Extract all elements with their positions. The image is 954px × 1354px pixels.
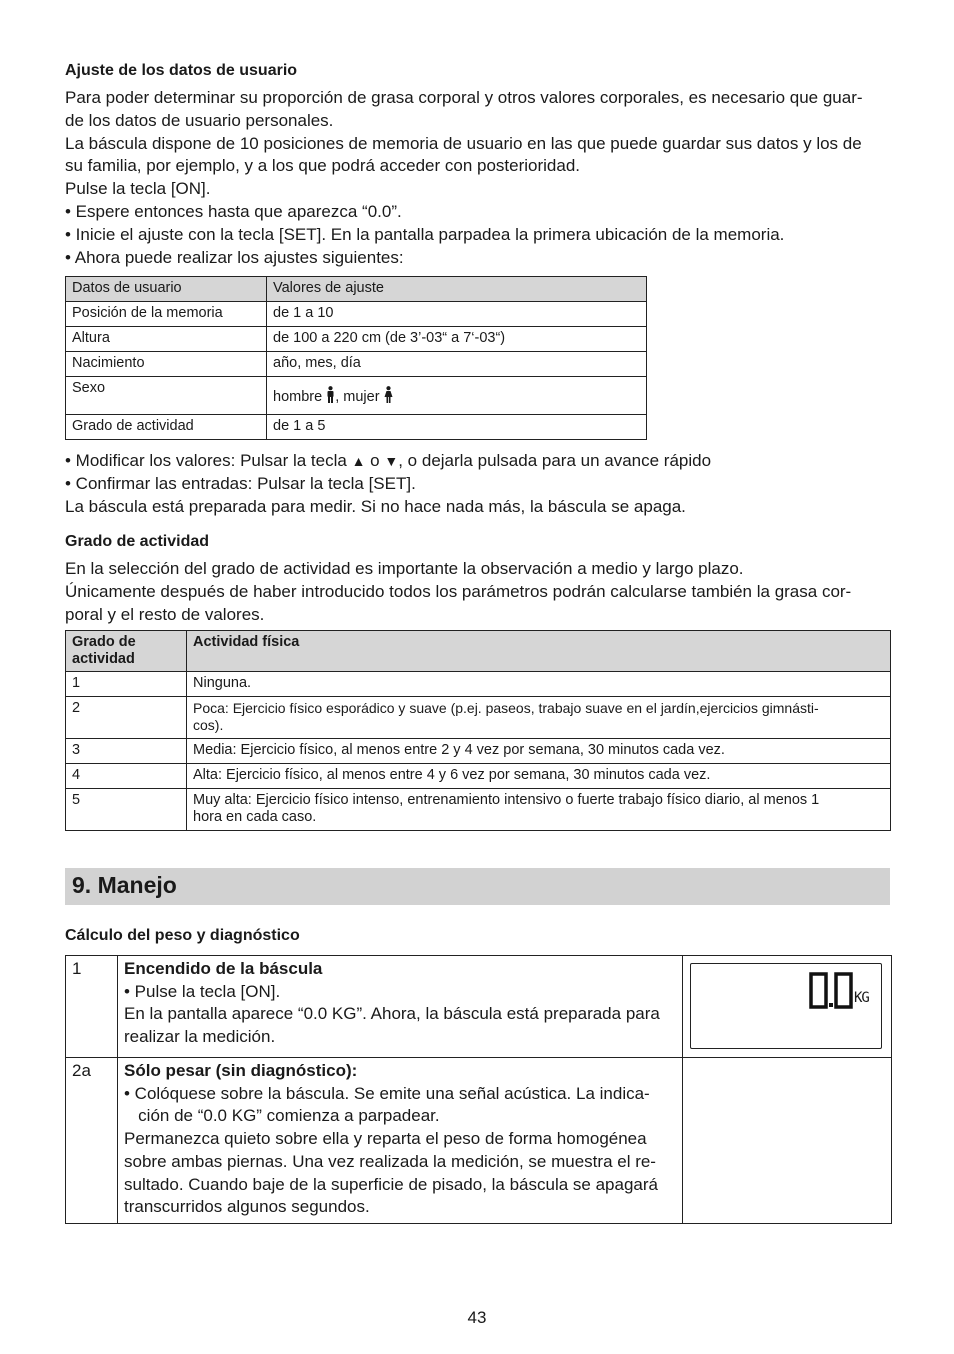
table-cell: Posición de la memoria — [66, 302, 267, 327]
table-row — [66, 327, 647, 352]
text-line: realizar la medición. — [124, 1027, 276, 1047]
table-cell: 2 — [66, 697, 187, 739]
section-heading-bar — [65, 868, 890, 905]
page-number: 43 — [467, 1308, 487, 1327]
text-line: Para poder determinar su proporción de grasa corporal y otros valores corporales, es necesario que guar- — [65, 88, 863, 107]
text-line: • Ahora puede realizar los ajustes siguientes: — [65, 247, 404, 267]
table-cell: 3 — [66, 739, 187, 764]
step-number: 1 — [66, 956, 118, 1058]
text-line: transcurridos algunos segundos. — [124, 1197, 370, 1217]
table-header-cell: Actividad física — [187, 631, 891, 672]
step-row — [66, 1058, 892, 1224]
text-line: • Pulse la tecla [ON]. — [124, 981, 281, 1001]
table-header-row — [66, 277, 647, 302]
table-cell: Alta: Ejercicio físico, al menos entre 4 y 6 vez por semana, 30 minutos cada vez. — [187, 764, 891, 789]
table-cell: Sexo — [66, 377, 267, 415]
table-header-cell — [66, 631, 187, 672]
step-title: Sólo pesar (sin diagnóstico): — [124, 1061, 358, 1080]
sex-values-cell — [267, 377, 647, 415]
after-table-paragraph — [65, 450, 711, 518]
table-cell — [187, 697, 891, 739]
table-cell: de 1 a 5 — [267, 415, 647, 440]
table-cell: Grado de actividad — [66, 415, 267, 440]
male-icon — [326, 386, 335, 403]
section-title: 9. Manejo — [72, 872, 177, 898]
text-line: • Inicie el ajuste con la tecla [SET]. En la pantalla parpadea la primera ubicación de la memoria. — [65, 224, 785, 244]
text-line: • Espere entonces hasta que aparezca “0.0”. — [65, 201, 402, 221]
table-row — [66, 764, 891, 789]
user-data-heading: Ajuste de los datos de usuario — [65, 62, 298, 79]
header-line: actividad — [72, 651, 135, 667]
text-line: En la selección del grado de actividad es importante la observación a medio y largo plazo. — [65, 559, 744, 578]
table-row — [66, 672, 891, 697]
arrow-down-icon: ▼ — [384, 453, 399, 469]
sex-female-label: , mujer — [335, 389, 384, 405]
user-settings-table — [65, 276, 647, 440]
text-line: cos). — [193, 717, 224, 733]
text-line: Permanezca quieto sobre ella y reparta el peso de forma homogénea — [124, 1129, 647, 1149]
table-cell: Ninguna. — [187, 672, 891, 697]
display-unit: KG — [854, 990, 869, 1006]
table-row — [66, 697, 891, 739]
table-cell: Nacimiento — [66, 352, 267, 377]
table-row — [66, 415, 647, 440]
text-line: Únicamente después de haber introducido todos los parámetros podrán calcularse también la grasa cor- — [65, 581, 852, 601]
text-line: hora en cada caso. — [193, 809, 317, 825]
sex-male-label: hombre — [273, 389, 327, 405]
scale-display — [690, 963, 882, 1049]
text-line: de los datos de usuario personales. — [65, 110, 334, 130]
female-icon — [384, 386, 393, 403]
table-cell — [187, 789, 891, 831]
text-line: su familia, por ejemplo, y a los que podrá acceder con posterioridad. — [65, 156, 581, 176]
modify-or: o — [370, 451, 380, 470]
table-cell: 4 — [66, 764, 187, 789]
table-cell: 1 — [66, 672, 187, 697]
text-line: sobre ambas piernas. Una vez realizada la medición, se muestra el re- — [124, 1151, 656, 1171]
arrow-up-icon: ▲ — [351, 453, 366, 469]
text-line: poral y el resto de valores. — [65, 604, 265, 624]
activity-heading: Grado de actividad — [65, 533, 210, 550]
table-row — [66, 739, 891, 764]
text-line: La báscula dispone de 10 posiciones de memoria de usuario en las que puede guardar sus datos y los de — [65, 133, 862, 153]
step-content — [118, 956, 683, 1058]
step-display-cell — [683, 1058, 892, 1224]
table-cell: de 100 a 220 cm (de 3’-03“ a 7‘-03“) — [267, 327, 647, 352]
text-line: Muy alta: Ejercicio físico intenso, entrenamiento intensivo o fuerte trabajo físico diario, al menos 1 — [193, 792, 820, 808]
text-line: • Colóquese sobre la báscula. Se emite una señal acústica. La indica- — [124, 1083, 650, 1103]
text-line: ción de “0.0 KG” comienza a parpadear. — [124, 1106, 440, 1126]
text-line: • Confirmar las entradas: Pulsar la tecla [SET]. — [65, 473, 416, 493]
sex-values-text — [273, 389, 393, 405]
table-row — [66, 302, 647, 327]
modify-values-line — [65, 450, 711, 473]
table-header-cell: Valores de ajuste — [267, 277, 647, 302]
modify-suffix: , o dejarla pulsada para un avance rápido — [398, 451, 712, 470]
weighing-heading: Cálculo del peso y diagnóstico — [65, 927, 300, 944]
step-content — [118, 1058, 683, 1224]
text-line: En la pantalla aparece “0.0 KG”. Ahora, la báscula está preparada para — [124, 1004, 660, 1024]
text-line: Pulse la tecla [ON]. — [65, 179, 211, 199]
activity-paragraph — [65, 558, 851, 626]
table-cell: año, mes, día — [267, 352, 647, 377]
table-cell: Altura — [66, 327, 267, 352]
text-line: La báscula está preparada para medir. Si no hace nada más, la báscula se apaga. — [65, 496, 686, 516]
text-line: sultado. Cuando baje de la superficie de pisado, la báscula se apagará — [124, 1174, 658, 1194]
table-row — [66, 377, 647, 415]
table-header-row — [66, 631, 891, 672]
header-line: Grado de — [72, 634, 136, 650]
user-data-paragraph — [65, 87, 863, 269]
table-row — [66, 789, 891, 831]
step-title: Encendido de la báscula — [124, 959, 323, 978]
step-number: 2a — [66, 1058, 118, 1224]
modify-prefix: • Modificar los valores: Pulsar la tecla — [65, 451, 347, 470]
table-row — [66, 352, 647, 377]
table-header-cell: Datos de usuario — [66, 277, 267, 302]
activity-table — [65, 630, 891, 831]
table-cell: de 1 a 10 — [267, 302, 647, 327]
table-cell: Media: Ejercicio físico, al menos entre 2 y 4 vez por semana, 30 minutos cada vez. — [187, 739, 891, 764]
table-cell: 5 — [66, 789, 187, 831]
text-line: Poca: Ejercicio físico esporádico y suave (p.ej. paseos, trabajo suave en el jardín,ejercicios gimnásti- — [193, 700, 819, 716]
